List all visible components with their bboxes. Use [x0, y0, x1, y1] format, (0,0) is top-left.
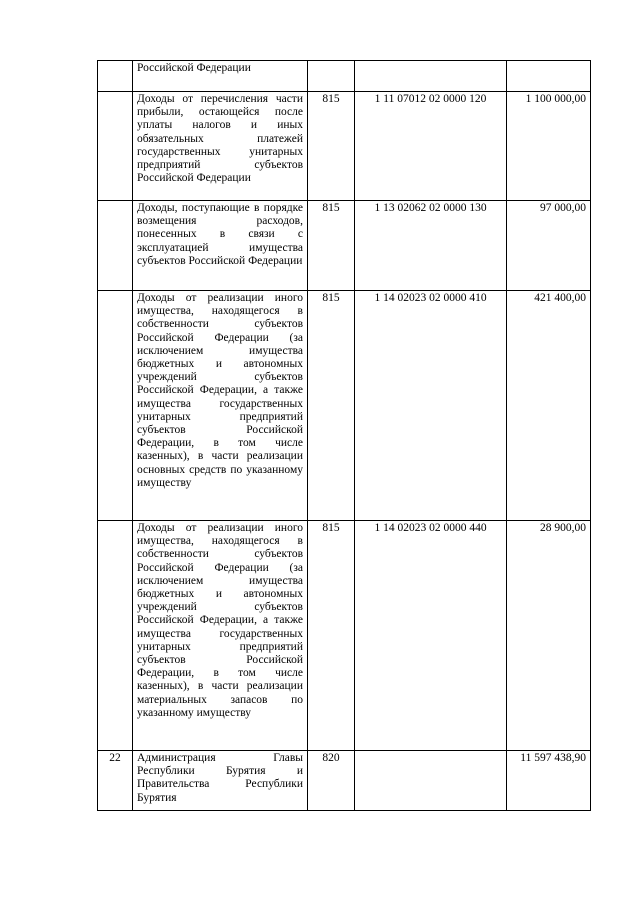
income-description-cell: Российской Федерации [133, 61, 308, 92]
income-description-cell: Доходы от реализации иного имущества, находящегося в собственности субъектов Российской Федерации (за исключением имущества бюджетных и автономных учреждений субъектов Российской Федерации, а также имущества государственных унитарных предприятий субъектов Российской Федерации, в том числе казенных), в части реализации основных средств по указанному имуществу [133, 291, 308, 521]
row-number-cell: 22 [98, 751, 133, 811]
administrator-code-cell: 820 [308, 751, 355, 811]
administrator-code-cell: 815 [308, 201, 355, 291]
administrator-code-cell: 815 [308, 291, 355, 521]
table-row [98, 521, 591, 751]
table-row [98, 61, 591, 92]
revenue-table [97, 60, 591, 811]
amount-cell: 28 900,00 [507, 521, 591, 751]
table-row [98, 751, 591, 811]
budget-classification-code-cell [355, 61, 507, 92]
table-row [98, 291, 591, 521]
table-row [98, 92, 591, 201]
budget-classification-code-cell: 1 14 02023 02 0000 410 [355, 291, 507, 521]
budget-classification-code-cell: 1 11 07012 02 0000 120 [355, 92, 507, 201]
administrator-code-cell [308, 61, 355, 92]
row-number-cell [98, 201, 133, 291]
income-description-cell: Доходы, поступающие в порядке возмещения расходов, понесенных в связи с эксплуатацией имущества субъектов Российской Федерации [133, 201, 308, 291]
income-description-cell: Доходы от реализации иного имущества, находящегося в собственности субъектов Российской Федерации (за исключением имущества бюджетных и автономных учреждений субъектов Российской Федерации, а также имущества государственных унитарных предприятий субъектов Российской Федерации, в том числе казенных), в части реализации материальных запасов по указанному имуществу [133, 521, 308, 751]
row-number-cell [98, 521, 133, 751]
budget-classification-code-cell: 1 14 02023 02 0000 440 [355, 521, 507, 751]
table-row [98, 201, 591, 291]
amount-cell: 1 100 000,00 [507, 92, 591, 201]
row-number-cell [98, 61, 133, 92]
row-number-cell [98, 291, 133, 521]
administrator-code-cell: 815 [308, 92, 355, 201]
budget-classification-code-cell [355, 751, 507, 811]
amount-cell: 97 000,00 [507, 201, 591, 291]
administrator-code-cell: 815 [308, 521, 355, 751]
row-number-cell [98, 92, 133, 201]
amount-value: 11 597 438,90 [520, 752, 586, 764]
amount-cell [507, 61, 591, 92]
budget-classification-code-cell: 1 13 02062 02 0000 130 [355, 201, 507, 291]
amount-cell: 421 400,00 [507, 291, 591, 521]
income-description-cell: Доходы от перечисления части прибыли, остающейся после уплаты налогов и иных обязательных платежей государственных унитарных предприятий субъектов Российской Федерации [133, 92, 308, 201]
amount-cell [507, 751, 591, 811]
income-description-cell: Администрация Главы Республики Бурятия и Правительства Республики Бурятия [133, 751, 308, 811]
